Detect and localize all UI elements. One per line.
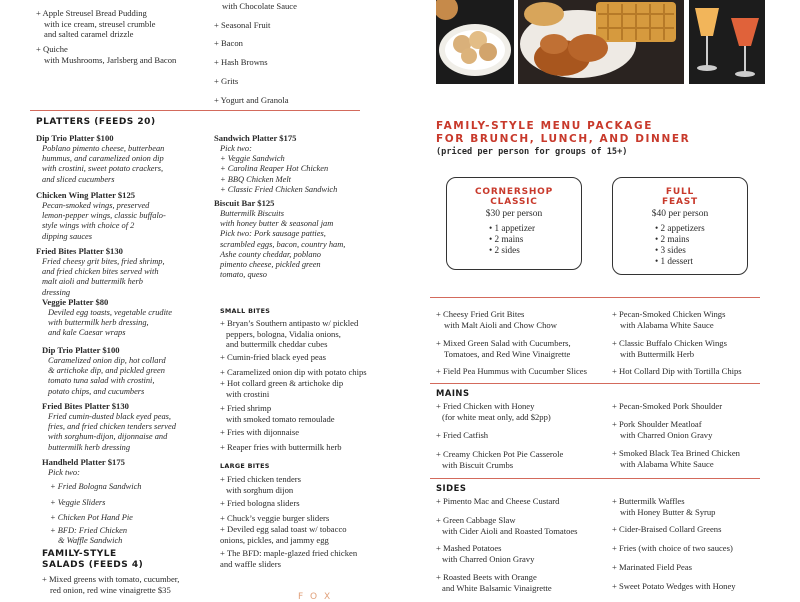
package-subtitle: (priced per person for groups of 15+): [436, 147, 628, 157]
salads-heading: FAMILY-STYLE SALADS (FEEDS 4): [42, 549, 144, 570]
mid-top-items: with Chocolate Sauce + Seasonal Fruit + Bacon + Hash Browns + Grits + Yogurt and Granola: [214, 1, 297, 105]
cocktails-photo: [689, 0, 765, 84]
platter-dip-trio: Dip Trio Platter $100 Poblano pimento cheese, butterbean hummus, and caramelized onion dip with crostini, sweet potato crackers, and sliced cucumbers: [36, 133, 165, 184]
apple-bread-pudding: + Apple Streusel Bread Pudding with ice cream, streusel crumble and salted caramel drizzle: [36, 8, 156, 40]
sandwich-platter: Sandwich Platter $175 Pick two: + Veggie Sandwich + Carolina Reaper Hot Chicken + BBQ Chicken Melt + Classic Fried Chicken Sandwich: [214, 133, 338, 194]
footer-logo-partial: F O X: [298, 592, 333, 602]
platter-veggie: Veggie Platter $80 Deviled egg toasts, vegetable crudite with buttermilk herb dressing, and kale Caesar wraps: [42, 297, 172, 338]
divider-left-top: [30, 110, 360, 111]
platter-dip-trio-2: Dip Trio Platter $100 Caramelized onion dip, hot collard & artichoke dip, and pickled green tomato tuna salad with crostini, potato chips, and cucumbers: [42, 345, 166, 396]
platter-fried-bites: Fried Bites Platter $130 Fried cheesy grit bites, fried shrimp, and fried chicken bites served with malt aioli and buttermilk herb dressing: [36, 246, 165, 297]
package-title: FAMILY-STYLE MENU PACKAGE FOR BRUNCH, LUNCH, AND DINNER: [436, 120, 691, 145]
fried-chicken-waffles-photo: [518, 0, 684, 84]
platters-heading: PLATTERS (FEEDS 20): [36, 117, 156, 127]
cookies-photo: [436, 0, 514, 84]
divider-right-mains: [430, 383, 760, 384]
small-bites-heading: SMALL BITES: [220, 307, 271, 315]
platter-fried-bites-2: Fried Bites Platter $130 Fried cumin-dusted black eyed peas, fries, and fried chicken tenders served with sorghum-dijon, dijonnaise and buttermilk herb dressing: [42, 401, 176, 452]
biscuit-bar: Biscuit Bar $125 Buttermilk Biscuits with honey butter & seasonal jam Pick two: Pork sausage patties, scrambled eggs, bacon, country ham, Ashe county cheddar, poblano pimento cheese, pickled green tomato, queso: [214, 198, 346, 280]
platter-handheld: Handheld Platter $175 Pick two: + Fried Bologna Sandwich + Veggie Sliders + Chicken Pot Hand Pie + BFD: Fried Chicken & Waffle Sandwich: [42, 457, 142, 545]
salad-mixed-greens: + Mixed greens with tomato, cucumber, red onion, red wine vinaigrette $35: [42, 574, 180, 595]
quiche: + Quiche with Mushrooms, Jarlsberg and Bacon: [36, 44, 177, 65]
divider-right-sides: [430, 478, 760, 479]
mains-heading: MAINS: [436, 388, 470, 398]
divider-right-appetizers: [430, 297, 760, 298]
package-full-feast: FULL FEAST $40 per person • 2 appetizers • 2 mains • 3 sides • 1 dessert: [612, 177, 748, 275]
large-bites-heading: LARGE BITES: [220, 462, 270, 470]
sides-heading: SIDES: [436, 483, 467, 493]
package-cornershop-classic: CORNERSHOP CLASSIC $30 per person • 1 appetizer • 2 mains • 2 sides: [446, 177, 582, 270]
platter-chicken-wing: Chicken Wing Platter $125 Pecan-smoked wings, preserved lemon-pepper wings, classic buffalo- style wings with choice of 2 dipping sauces: [36, 190, 166, 241]
